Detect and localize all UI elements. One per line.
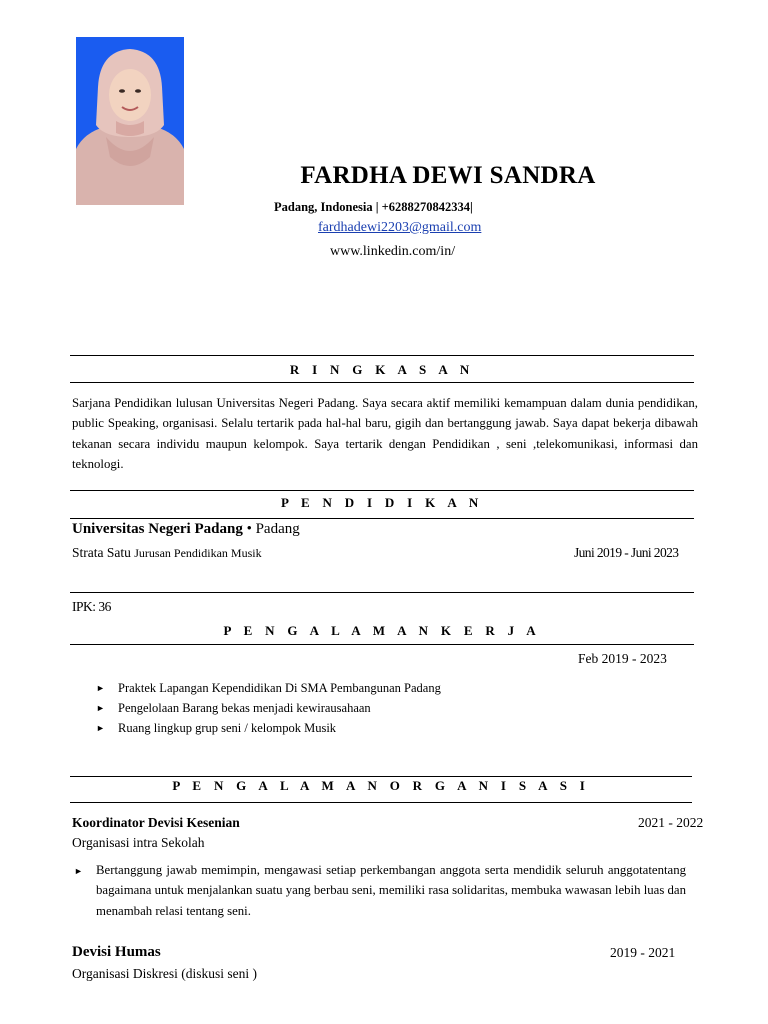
education-degree-line — [72, 545, 262, 561]
org-role-title: Koordinator Devisi Kesenian — [72, 815, 240, 830]
work-item-text: Praktek Lapangan Kependidikan Di SMA Pembangunan Padang — [118, 681, 441, 695]
summary-rule-bottom — [70, 382, 694, 383]
work-rule — [70, 644, 694, 645]
contact-line: Padang, Indonesia | +6288270842334| — [274, 200, 473, 214]
bullet-arrow-icon: ► — [96, 683, 105, 693]
email-text[interactable]: fardhadewi2203@gmail.com — [318, 220, 482, 235]
bullet-arrow-icon: ► — [96, 703, 105, 713]
candidate-name: FARDHA DEWI SANDRA — [300, 162, 596, 189]
org-role-period: 2021 - 2022 — [638, 815, 704, 830]
org-rule-bottom — [70, 802, 692, 803]
bullet-arrow-icon: ► — [96, 723, 105, 733]
organization-heading: P E N G A L A M A N O R G A N I S A S I — [172, 778, 590, 793]
org-role-org: Organisasi intra Sekolah — [72, 835, 205, 850]
education-rule-bottom — [70, 518, 694, 519]
linkedin-link[interactable]: www.linkedin.com/in/ — [330, 244, 456, 259]
institution-city: Padang — [255, 521, 300, 537]
org-role-title: Devisi Humas — [72, 944, 161, 960]
org-role-org: Organisasi Diskresi (diskusi seni ) — [72, 966, 257, 981]
summary-text: Sarjana Pendidikan lulusan Universitas Negeri Padang. Saya secara aktif memiliki kemampuan dalam dunia pendidikan, public Speaking, organisasi. Selalu tertarik pada hal-hal baru, gigih dan bertanggung jawab. Saya dapat bekerja dibawah tekanan secara individu maupun kelompok. Saya tertarik dengan Pendidikan , seni ,telekomunikasi, informasi dan teknologi. — [72, 396, 698, 471]
education-rule-end — [70, 592, 694, 593]
work-item-text: Pengelolaan Barang bekas menjadi kewirausahaan — [118, 701, 371, 715]
education-period: Juni 2019 - Juni 2023 — [574, 545, 679, 560]
work-heading: P E N G A L A M A N K E R J A — [223, 623, 541, 638]
list-item — [96, 698, 656, 718]
org-role-description — [74, 860, 686, 921]
list-item — [96, 718, 656, 738]
list-item — [96, 678, 656, 698]
org-rule-top — [70, 776, 692, 777]
education-institution-line — [72, 521, 300, 538]
education-major: Jurusan Pendidikan Musik — [134, 546, 262, 560]
org-role-description-text: Bertanggung jawab memimpin, mengawasi setiap perkembangan anggota serta mendidik seluruh anggotatentang bagaimana untuk menjalankan suatu yang berbau seni, memiliki rasa solidaritas, membuka wawasan lebih luas dan menambah relasi tentang seni. — [96, 863, 686, 918]
work-period: Feb 2019 - 2023 — [578, 651, 667, 666]
institution-name: Universitas Negeri Padang — [72, 521, 243, 537]
education-degree: Strata Satu — [72, 545, 131, 560]
bullet-arrow-icon: ► — [74, 866, 83, 876]
work-list — [96, 678, 656, 738]
education-gpa: IPK: 36 — [72, 599, 111, 614]
institution-separator: • — [246, 521, 252, 537]
email-link[interactable] — [318, 220, 481, 236]
work-item-text: Ruang lingkup grup seni / kelompok Musik — [118, 721, 337, 735]
summary-rule-top — [70, 355, 694, 356]
education-rule-top — [70, 490, 694, 491]
summary-heading: R I N G K A S A N — [289, 362, 475, 377]
org-role-period: 2019 - 2021 — [610, 945, 676, 960]
education-heading: P E N D I D I K A N — [280, 495, 484, 510]
